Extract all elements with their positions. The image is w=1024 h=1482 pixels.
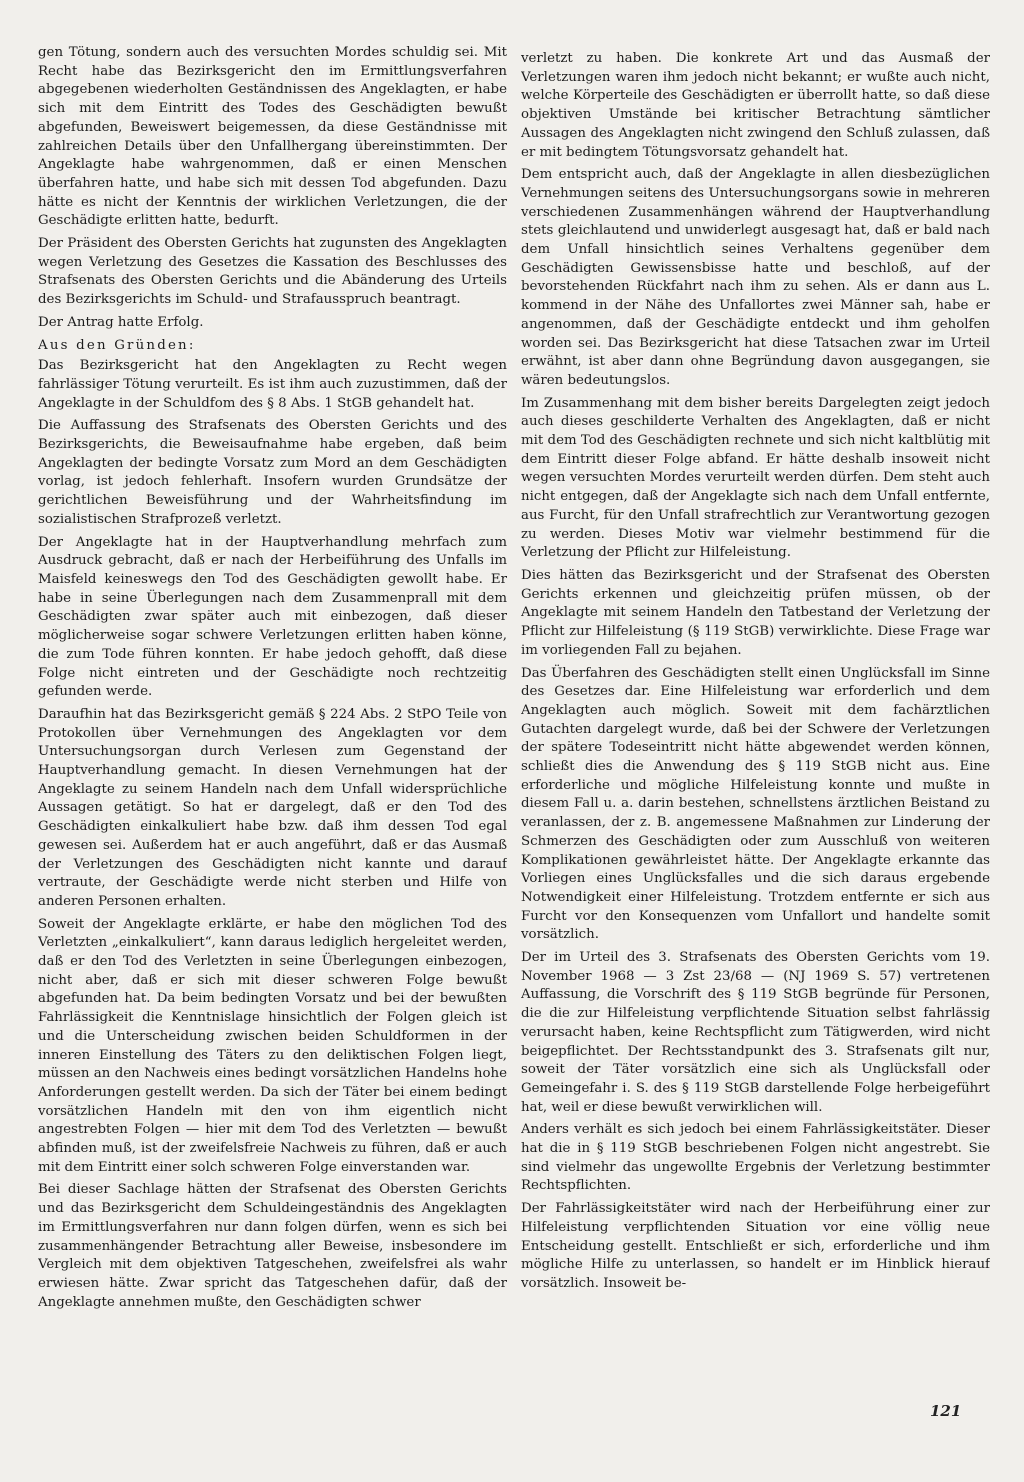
left-column [38,44,507,1434]
paragraph: Der Präsident des Obersten Gerichts hat zugunsten des Angeklagten wegen Verletzung des Gesetzes die Kassation des Beschlusses des Strafsenats des Obersten Gerichts und die Abänderung des Urteils des Bezirksgerichts im Schuld- und Strafausspruch beantragt. [38,236,507,308]
paragraph: Das Bezirksgericht hat den Angeklagten zu Recht wegen fahrlässiger Tötung verurteilt. Es ist ihm auch zuzustimmen, daß der Angeklagte in der Schuldfom des § 8 Abs. 1 StGB gehandelt hat. [38,358,507,411]
paragraph: Im Zusammenhang mit dem bisher bereits Dargelegten zeigt jedoch auch dieses geschilderte Verhalten des Angeklagten, daß er nicht mit dem Tod des Geschädigten rechnete und sich nicht kaltblütig mit dem Eintritt dieser Folge abfand. Er hätte deshalb insoweit nicht wegen versuchten Mordes verurteilt werden dürfen. Dem steht auch nicht entgegen, daß der Angeklagte sich nach dem Unfall entfernte, aus Furcht, für den Unfall strafrechtlich zur Verantwortung gezogen zu werden. Dieses Motiv war vielmehr bestimmend für die Verletzung der Pflicht zur Hilfeleistung. [521,395,990,561]
paragraph: Bei dieser Sachlage hätten der Strafsenat des Obersten Gerichts und das Bezirksgericht dem Schuldeingeständnis des Angeklagten im Ermittlungsverfahren nur dann folgen dürfen, wenn es sich bei zusammenhängender Betrachtung aller Beweise, insbesondere im Vergleich mit dem objektiven Tatgeschehen, zweifelsfrei als wahr erwiesen hätte. Zwar spricht das Tatgeschehen dafür, daß der Angeklagte annehmen mußte, den Geschädigten schwer [38,1182,507,1310]
paragraph: Daraufhin hat das Bezirksgericht gemäß § 224 Abs. 2 StPO Teile von Protokollen über Vernehmungen des Angeklagten vor dem Untersuchungsorgan durch Verlesen zum Gegenstand der Hauptverhandlung gemacht. In diesen Vernehmungen hat der Angeklagte zu seinem Handeln nach dem Unfall widersprüchliche Aussagen getätigt. So hat er dargelegt, daß er den Tod des Geschädigten einkalkuliert habe bzw. daß ihm dessen Tod egal gewesen sei. Außerdem hat er auch angeführt, daß er das Ausmaß der Verletzungen des Geschädigten nicht kannte und darauf vertraute, der Geschädigte werde nicht sterben und Hilfe von anderen Personen erhalten. [38,706,507,909]
paragraph: Dem entspricht auch, daß der Angeklagte in allen diesbezüglichen Vernehmungen seitens des Untersuchungsorgans sowie in mehreren verschiedenen Zusammenhängen während der Hauptverhandlung stets gleichlautend und unwiderlegt ausgesagt hat, daß er bald nach dem Unfall hinsichtlich seines Verhaltens gegenüber dem Geschädigten Gewissensbisse hatte und beschloß, auf der bevorstehenden Rückfahrt nach ihm zu sehen. Als er dann aus L. kommend in der Nähe des Unfallortes zwei Männer sah, habe er angenommen, daß der Geschädigte entdeckt und ihm geholfen worden sei. Das Bezirksgericht hat diese Tatsachen zwar im Urteil erwähnt, ist aber dann ohne Begründung davon ausgegangen, sie wären bedeutungslos. [521,167,990,388]
paragraph: Das Überfahren des Geschädigten stellt einen Unglücksfall im Sinne des Gesetzes dar. Eine Hilfeleistung war erforderlich und dem Angeklagten auch möglich. Soweit mit dem fachärztlichen Gutachten dargelegt wurde, daß bei der Schwere der Verletzungen der spätere Todeseintritt nicht hätte abgewendet werden können, schließt dies die Anwendung des § 119 StGB nicht aus. Eine erforderliche und mögliche Hilfeleistung konnte und mußte in diesem Fall u. a. darin bestehen, schnellstens ärztlichen Beistand zu veranlassen, der z. B. angemessene Maßnahmen zur Linderung der Schmerzen des Geschädigten oder zum Ausschluß von weiteren Komplikationen gewährleistet hätte. Der Angeklagte erkannte das Vorliegen eines Unglücksfalles und die sich daraus ergebende Notwendigkeit einer Hilfeleistung. Trotzdem entfernte er sich aus Furcht vor den Konsequenzen vom Unfallort und handelte somit vorsätzlich. [521,665,990,943]
paragraph: Anders verhält es sich jedoch bei einem Fahrlässigkeitstäter. Dieser hat die in § 119 StGB beschriebenen Folgen nicht angestrebt. Sie sind vielmehr das ungewollte Ergebnis der Verletzung bestimmter Rechtspflichten. [521,1122,990,1194]
section-heading: Aus den Gründen: [38,337,196,353]
paragraph: gen Tötung, sondern auch des versuchten Mordes schuldig sei. Mit Recht habe das Bezirksgericht den im Ermittlungsverfahren abgegebenen wiederholten Geständnissen des Angeklagten, er habe sich mit dem Eintritt des Todes des Geschädigten bewußt abgefunden, Beweiswert beigemessen, da diese Geständnisse mit zahlreichen Details über den Unfallhergang übereinstimmten. Der Angeklagte habe wahrgenommen, daß er einen Menschen überfahren hatte, und habe sich mit dessen Tod abgefunden. Dazu hätte es nicht der Kenntnis der wirklichen Verletzungen, die der Geschädigte erlitten hatte, bedurft. [38,45,507,229]
paragraph: Der Antrag hatte Erfolg. [38,314,204,330]
paragraph: verletzt zu haben. Die konkrete Art und das Ausmaß der Verletzungen waren ihm jedoch nicht bekannt; er wußte auch nicht, welche Körperteile des Geschädigten er überrollt hatte, so daß diese objektiven Umstände bei kritischer Betrachtung sämtlicher Aussagen des Angeklagten nicht zwingend den Schluß zulassen, daß er mit bedingtem Tötungsvorsatz gehandelt hat. [521,51,990,160]
page-number: 121 [930,1402,962,1420]
document-page [38,44,990,1434]
paragraph: Soweit der Angeklagte erklärte, er habe den möglichen Tod des Verletzten „einkalkuliert“, kann daraus lediglich hergeleitet werden, daß er den Tod des Verletzten in seine Überlegungen einbezogen, nicht aber, daß er sich mit dieser schweren Folge bewußt abgefunden hat. Da beim bedingten Vorsatz und bei der bewußten Fahrlässigkeit die Kenntnislage hinsichtlich der Folgen gleich ist und die Unterscheidung zwischen beiden Schuldformen in der inneren Einstellung des Täters zu den deliktischen Folgen liegt, müssen an den Nachweis eines bedingt vorsätzlichen Handelns hohe Anforderungen gestellt werden. Da sich der Täter bei einem bedingt vorsätzlichen Handeln mit den von ihm eigentlich nicht angestrebten Folgen — hier mit dem Tod des Verletzten — bewußt abfinden muß, ist der zweifelsfreie Nachweis zu führen, daß er auch mit dem Eintritt einer solch schweren Folge einverstanden war. [38,916,507,1175]
paragraph: Die Auffassung des Strafsenats des Obersten Gerichts und des Bezirksgerichts, die Beweisaufnahme habe ergeben, daß beim Angeklagten der bedingte Vorsatz zum Mord an dem Geschädigten vorlag, ist jedoch fehlerhaft. Insofern wurden Grundsätze der gerichtlichen Beweisführung und der Wahrheitsfindung im sozialistischen Strafprozeß verletzt. [38,418,507,527]
paragraph: Der Angeklagte hat in der Hauptverhandlung mehrfach zum Ausdruck gebracht, daß er nach der Herbeiführung des Unfalls im Maisfeld keineswegs den Tod des Geschädigten gewollt habe. Er habe in seine Überlegungen nach dem Zusammenprall mit dem Geschädigten zwar später auch mit einbezogen, daß dieser möglicherweise sogar schwere Verletzungen erlitten haben könne, die zum Tode führen konnten. Er habe jedoch gehofft, daß diese Folge nicht eintreten und der Geschädigte noch rechtzeitig gefunden werde. [38,534,507,700]
paragraph: Der Fahrlässigkeitstäter wird nach der Herbeiführung einer zur Hilfeleistung verpflichtenden Situation vor eine völlig neue Entscheidung gestellt. Entschließt er sich, erforderliche und ihm mögliche Hilfe zu unterlassen, so handelt er im Hinblick hierauf vorsätzlich. Insoweit be- [521,1201,990,1291]
paragraph: Der im Urteil des 3. Strafsenats des Obersten Gerichts vom 19. November 1968 — 3 Zst 23/68 — (NJ 1969 S. 57) vertretenen Auffassung, die Vorschrift des § 119 StGB begründe für Personen, die die zur Hilfeleistung verpflichtende Situation selbst fahrlässig verursacht haben, keine Rechtspflicht zum Tätigwerden, wird nicht beigepflichtet. Der Rechtsstandpunkt des 3. Strafsenats gilt nur, soweit der Täter vorsätzlich eine sich als Unglücksfall oder Gemeingefahr i. S. des § 119 StGB darstellende Folge herbeigeführt hat, weil er diese bewußt verwirklichen will. [521,950,990,1115]
right-column [521,50,990,1434]
paragraph: Dies hätten das Bezirksgericht und der Strafsenat des Obersten Gerichts erkennen und gleichzeitig prüfen müssen, ob der Angeklagte mit seinem Handeln den Tatbestand der Verletzung der Pflicht zur Hilfeleistung (§ 119 StGB) verwirklichte. Diese Frage war im vorliegenden Fall zu bejahen. [521,567,990,658]
